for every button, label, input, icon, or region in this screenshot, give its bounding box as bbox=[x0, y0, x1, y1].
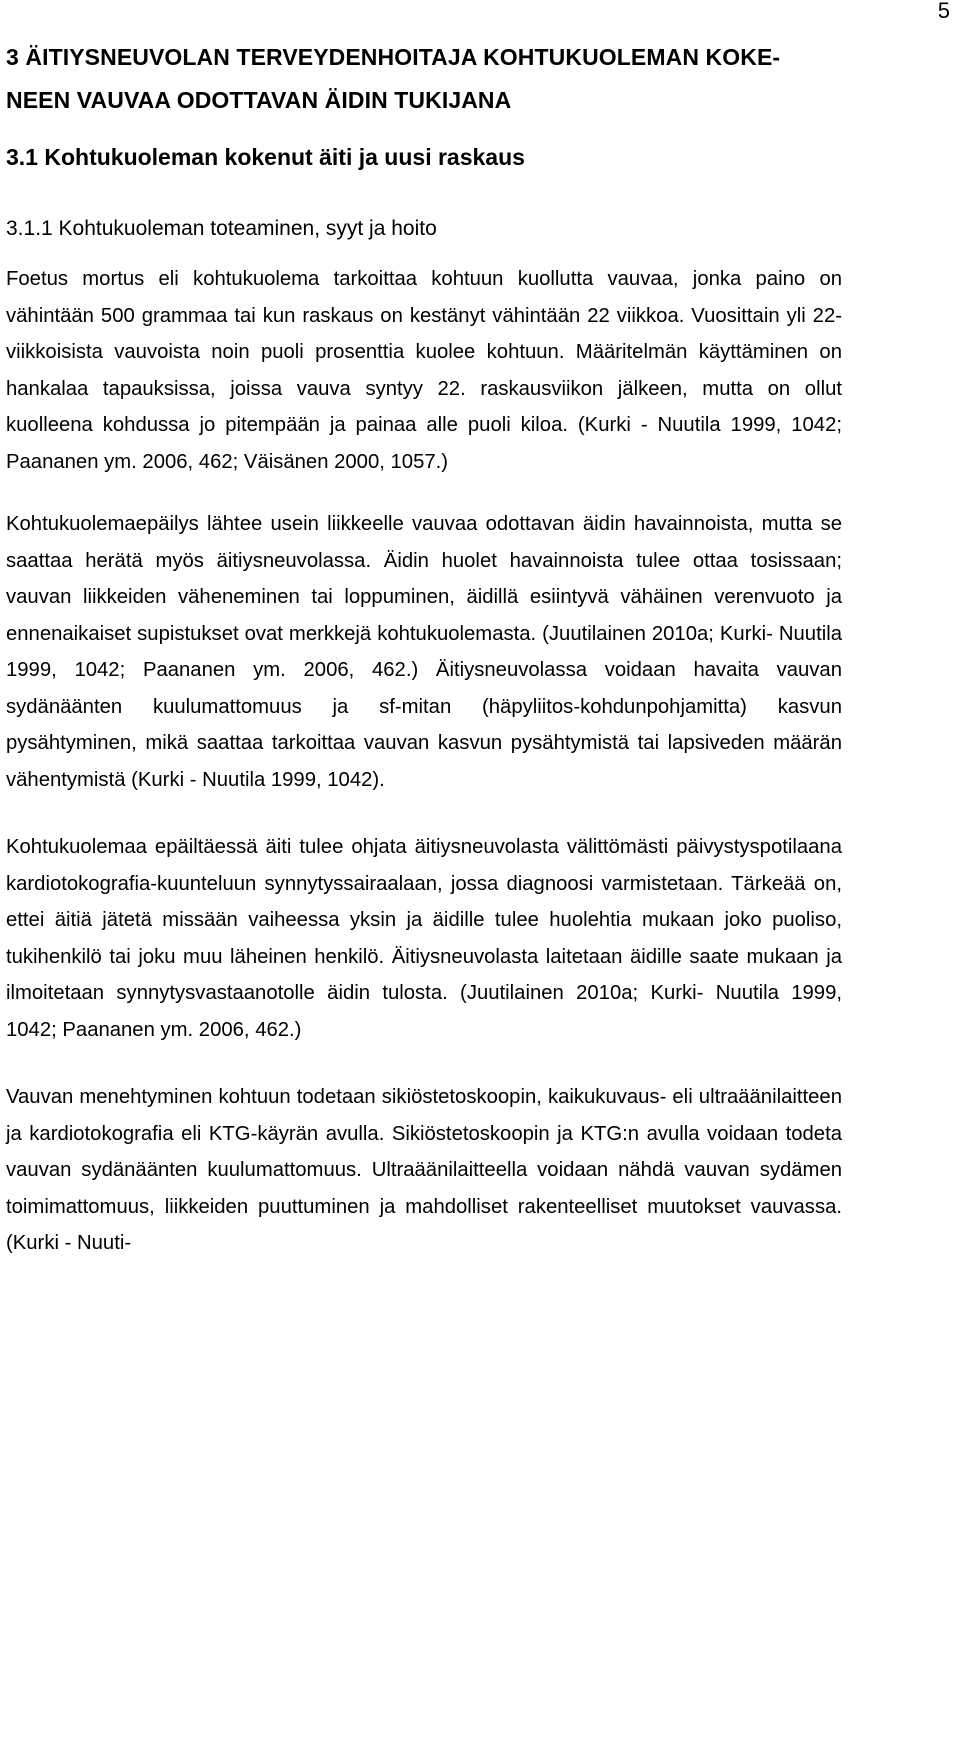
paragraph-suspicion: Kohtukuolemaepäilys lähtee usein liikkeelle vauvaa odottavan äidin havainnoista, mutta se saattaa herätä myös äitiysneuvolassa. Äidin huolet havainnoista tulee ottaa tosissaan; vauvan liikkeiden väheneminen tai loppuminen, äidillä esiintyvä vähäinen verenvuoto ja ennenaikaiset supistukset ovat merkkejä kohtukuolemasta. (Juutilainen 2010a; Kurki- Nuutila 1999, 1042; Paananen ym. 2006, 462.) Äitiysneuvolassa voidaan havaita vauvan sydänäänten kuulumattomuus ja sf-mitan (häpyliitos-kohdunpohjamitta) kasvun pysähtyminen, mikä saattaa tarkoittaa vauvan kasvun pysähtymistä tai lapsiveden määrän vähentymistä (Kurki - Nuutila 1999, 1042). bbox=[6, 513, 842, 791]
section-heading: 3.1 Kohtukuoleman kokenut äiti ja uusi raskaus bbox=[6, 144, 525, 170]
paragraph-referral: Kohtukuolemaa epäiltäessä äiti tulee ohjata äitiysneuvolasta välittömästi päivystyspotilaana kardiotokografia-kuunteluun synnytyssairaalaan, jossa diagnoosi varmistetaan. Tärkeää on, ettei äitiä jätetä missään vaiheessa yksin ja äidille tulee huolehtia mukaan joko puoliso, tukihenkilö tai joku muu läheinen henkilö. Äitiysneuvolasta laitetaan äidille saate mukaan ja ilmoitetaan synnytysvastaanotolle äidin tulosta. (Juutilainen 2010a; Kurki- Nuutila 1999, 1042; Paananen ym. 2006, 462.) bbox=[6, 836, 842, 1041]
paragraph-diagnosis: Vauvan menehtyminen kohtuun todetaan sikiöstetoskoopin, kaikukuvaus- eli ultraäänilaitteen ja kardiotokografia eli KTG-käyrän avulla. Sikiöstetoskoopin ja KTG:n avulla voidaan todeta vauvan sydänäänten kuulumattomuus. Ultraäänilaitteella voidaan nähdä vauvan sydämen toimimattomuus, liikkeiden puuttuminen ja mahdolliset rakenteelliset muutokset vauvassa. (Kurki - Nuuti- bbox=[6, 1086, 842, 1254]
document-body bbox=[6, 36, 842, 1262]
subsection-heading: 3.1.1 Kohtukuoleman toteaminen, syyt ja hoito bbox=[6, 217, 437, 240]
paragraph-definition: Foetus mortus eli kohtukuolema tarkoittaa kohtuun kuollutta vauvaa, jonka paino on vähintään 500 grammaa tai kun raskaus on kestänyt vähintään 22 viikkoa. Vuosittain yli 22-viikkoisista vauvoista noin puoli prosenttia kuolee kohtuun. Määritelmän käyttäminen on hankalaa tapauksissa, joissa vauva syntyy 22. raskausviikon jälkeen, mutta on ollut kuolleena kohdussa jo pitempään ja painaa alle puoli kiloa. (Kurki - Nuutila 1999, 1042; Paananen ym. 2006, 462; Väisänen 2000, 1057.) bbox=[6, 268, 842, 473]
page-number: 5 bbox=[937, 0, 950, 23]
chapter-heading: 3 ÄITIYSNEUVOLAN TERVEYDENHOITAJA KOHTUKUOLEMAN KOKE-NEEN VAUVAA ODOTTAVAN ÄIDIN TUKIJANA bbox=[6, 44, 781, 113]
